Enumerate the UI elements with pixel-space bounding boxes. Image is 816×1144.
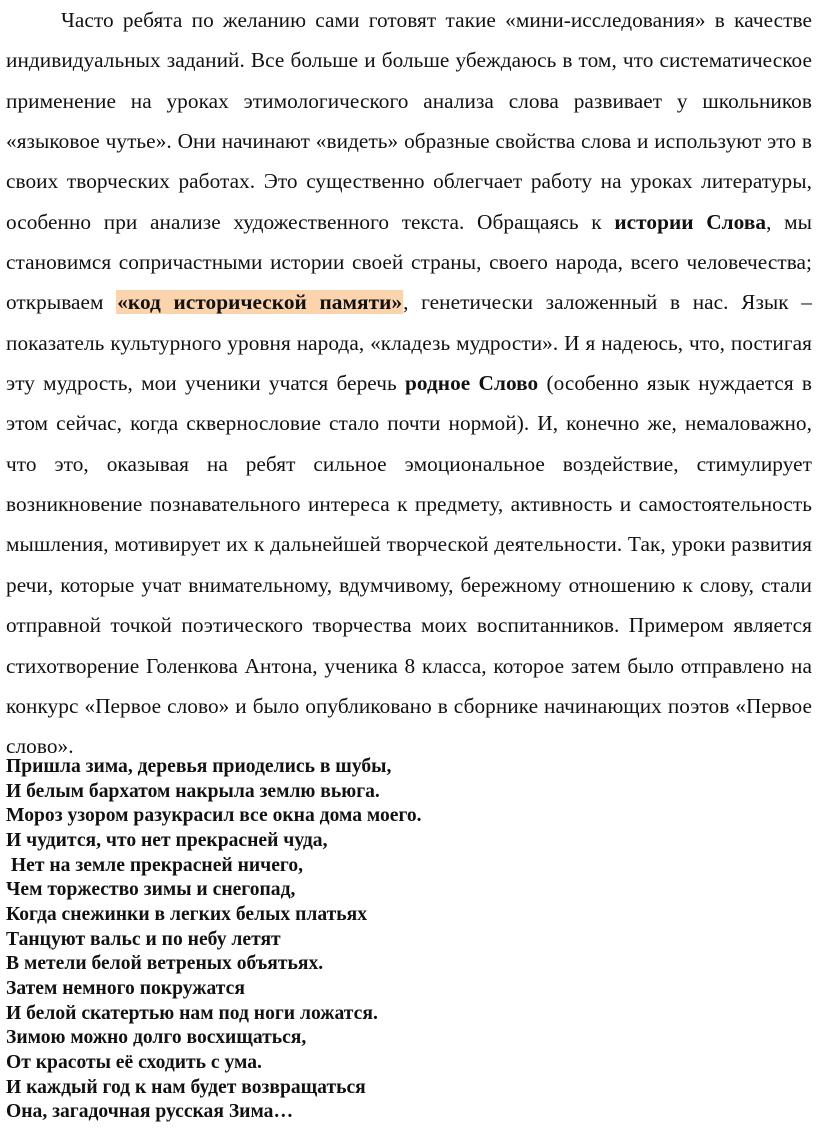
body-paragraph <box>6 0 812 767</box>
poem-line: И белой скатертью нам под ноги ложатся. <box>6 1002 378 1024</box>
poem-line: От красоты её сходить с ума. <box>6 1051 262 1073</box>
poem-line: Зимою можно долго восхищаться, <box>6 1027 307 1049</box>
paragraph-text-4: (особенно язык нуждается в этом сейчас, когда сквернословие стало почти нормой). И, конечно же, немаловажно, что это, оказывая на ребят сильное эмоциональное воздействие, стимулирует возникновение познавательного интереса к предмету, активность и самостоятельность мышления, мотивирует их к дальнейшей творческой деятельности. Так, уроки развития речи, которые учат внимательному, вдумчивому, бережному отношению к слову, стали отправной точкой поэтического творчества моих воспитанников. Примером является стихотворение Голенкова Антона, ученика 8 класса, которое затем было отправлено на конкурс «Первое слово» и было опубликовано в сборнике начинающих поэтов «Первое слово». <box>6 371 813 759</box>
poem-line: И белым бархатом накрыла землю вьюга. <box>6 780 380 802</box>
poem-line: Она, загадочная русская Зима… <box>6 1101 294 1123</box>
poem-line: Мороз узором разукрасил все окна дома моего. <box>6 805 422 827</box>
paragraph-text-3: , генетически заложенный в нас. Язык – показатель культурного уровня народа, «кладезь мудрости». И я надеюсь, что, постигая эту мудрость, мои ученики учатся беречь <box>6 290 812 396</box>
poem-line: И чудится, что нет прекрасней чуда, <box>6 829 328 851</box>
poem-line: Нет на земле прекрасней ничего, <box>6 854 304 876</box>
poem-line: Чем торжество зимы и снегопад, <box>6 879 296 901</box>
poem-line: Пришла зима, деревья приоделись в шубы, <box>6 756 392 777</box>
bold-phrase-native-word: родное Слово <box>404 371 539 396</box>
poem-line: Танцуют вальс и по небу летят <box>6 928 281 950</box>
bold-phrase-history-of-word: истории Слова <box>614 209 767 234</box>
poem <box>6 755 806 1125</box>
paragraph-text-2: , мы становимся сопричастными истории своей страны, своего народа, всего человечества; открываем <box>6 209 812 315</box>
poem-line: И каждый год к нам будет возвращаться <box>6 1076 366 1098</box>
poem-line: Когда снежинки в легких белых платьях <box>6 903 368 925</box>
poem-line: Затем немного покружатся <box>6 977 245 999</box>
paragraph-text-1: Часто ребята по желанию сами готовят такие «мини-исследования» в качестве индивидуальных заданий. Все больше и больше убеждаюсь в том, что систематическое применение на уроках этимологического анализа слова развивает у школьников «языковое чутье». Они начинают «видеть» образные свойства слова и используют это в своих творческих работах. Это существенно облегчает работу на уроках литературы, особенно при анализе художественного текста. Обращаясь к <box>6 8 812 234</box>
highlighted-phrase: «код исторической памяти» <box>117 290 403 315</box>
poem-line: В метели белой ветреных объятьях. <box>6 953 324 975</box>
document-page <box>6 0 812 767</box>
